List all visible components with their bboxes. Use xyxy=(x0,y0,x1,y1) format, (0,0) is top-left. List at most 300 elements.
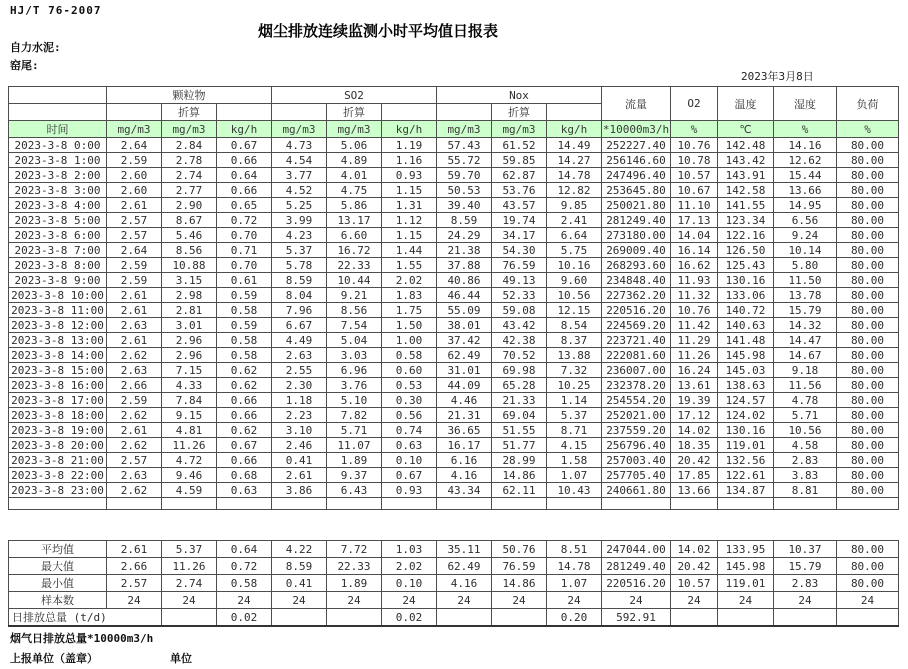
value-cell: 3.15 xyxy=(162,273,217,288)
value-cell: 4.81 xyxy=(162,423,217,438)
page-title: 烟尘排放连续监测小时平均值日报表 xyxy=(257,22,498,40)
table-row xyxy=(9,243,899,258)
value-cell: 0.93 xyxy=(382,483,437,498)
table-row xyxy=(9,423,899,438)
value-cell: 2.63 xyxy=(107,468,162,483)
flue-gas-total-label: 烟气日排放总量*10000m3/h xyxy=(10,632,154,645)
value-cell: 80.00 xyxy=(837,558,899,575)
empty-cell xyxy=(217,498,272,510)
value-cell: 6.60 xyxy=(327,228,382,243)
value-cell: 55.09 xyxy=(437,303,492,318)
value-cell: 0.61 xyxy=(217,273,272,288)
value-cell: 11.50 xyxy=(774,273,837,288)
value-cell: 44.09 xyxy=(437,378,492,393)
value-cell: 80.00 xyxy=(837,273,899,288)
value-cell: 37.42 xyxy=(437,333,492,348)
value-cell: 2.57 xyxy=(107,213,162,228)
value-cell: 4.16 xyxy=(437,575,492,592)
value-cell: 119.01 xyxy=(718,438,774,453)
value-cell: 12.82 xyxy=(547,183,602,198)
value-cell: 0.59 xyxy=(217,318,272,333)
value-cell: 10.16 xyxy=(547,258,602,273)
table-row xyxy=(9,408,899,423)
table-row xyxy=(9,168,899,183)
value-cell: 9.46 xyxy=(162,468,217,483)
time-cell: 2023-3-8 22:00 xyxy=(9,468,107,483)
value-cell: 24 xyxy=(217,592,272,609)
value-cell: 4.58 xyxy=(774,438,837,453)
value-cell: 2.61 xyxy=(107,333,162,348)
value-cell: 10.56 xyxy=(547,288,602,303)
value-cell: 247044.00 xyxy=(602,541,671,558)
value-cell: 281249.40 xyxy=(602,558,671,575)
value-cell: 24 xyxy=(327,592,382,609)
value-cell: 1.55 xyxy=(382,258,437,273)
value-cell: 133.06 xyxy=(718,288,774,303)
value-cell: 130.16 xyxy=(718,423,774,438)
value-cell: 126.50 xyxy=(718,243,774,258)
value-cell: 62.87 xyxy=(492,168,547,183)
value-cell: 80.00 xyxy=(837,318,899,333)
value-cell: 1.07 xyxy=(547,468,602,483)
main-table xyxy=(8,86,899,510)
value-cell: 2.96 xyxy=(162,333,217,348)
value-cell: 3.83 xyxy=(774,468,837,483)
summary-row xyxy=(9,558,899,575)
empty-cell xyxy=(547,498,602,510)
value-cell: 145.98 xyxy=(718,558,774,575)
table-row xyxy=(9,213,899,228)
value-cell: 7.72 xyxy=(327,541,382,558)
value-cell: 1.18 xyxy=(272,393,327,408)
value-cell: 59.70 xyxy=(437,168,492,183)
value-cell: 43.34 xyxy=(437,483,492,498)
value-cell: 20.42 xyxy=(671,558,718,575)
table-row xyxy=(9,393,899,408)
value-cell: 2.61 xyxy=(107,303,162,318)
value-cell: 21.38 xyxy=(437,243,492,258)
value-cell: 2.84 xyxy=(162,138,217,153)
value-cell: 0.72 xyxy=(217,558,272,575)
value-cell: 80.00 xyxy=(837,288,899,303)
flow-header: 流量 xyxy=(602,87,671,121)
unit-cell: mg/m3 xyxy=(272,121,327,138)
value-cell: 0.58 xyxy=(217,575,272,592)
value-cell: 10.78 xyxy=(671,153,718,168)
o2-header: O2 xyxy=(671,87,718,121)
value-cell: 24 xyxy=(272,592,327,609)
value-cell: 222081.60 xyxy=(602,348,671,363)
summary-row xyxy=(9,541,899,558)
value-cell: 42.38 xyxy=(492,333,547,348)
value-cell: 2.90 xyxy=(162,198,217,213)
time-cell: 2023-3-8 20:00 xyxy=(9,438,107,453)
value-cell: 240661.80 xyxy=(602,483,671,498)
value-cell: 5.86 xyxy=(327,198,382,213)
value-cell: 268293.60 xyxy=(602,258,671,273)
value-cell: 0.58 xyxy=(217,348,272,363)
value-cell: 2.63 xyxy=(107,363,162,378)
value-cell: 80.00 xyxy=(837,575,899,592)
value-cell: 17.12 xyxy=(671,408,718,423)
value-cell: 10.76 xyxy=(671,303,718,318)
value-cell: 3.01 xyxy=(162,318,217,333)
value-cell: 3.76 xyxy=(327,378,382,393)
value-cell: 2.41 xyxy=(547,213,602,228)
value-cell: 38.01 xyxy=(437,318,492,333)
value-cell: 46.44 xyxy=(437,288,492,303)
value-cell: 10.57 xyxy=(671,575,718,592)
value-cell: 14.04 xyxy=(671,228,718,243)
time-cell: 2023-3-8 7:00 xyxy=(9,243,107,258)
value-cell: 14.78 xyxy=(547,558,602,575)
value-cell: 80.00 xyxy=(837,363,899,378)
table-row xyxy=(9,198,899,213)
value-cell: 15.79 xyxy=(774,558,837,575)
value-cell: 1.12 xyxy=(382,213,437,228)
value-cell: 2.59 xyxy=(107,393,162,408)
value-cell: 80.00 xyxy=(837,483,899,498)
value-cell: 1.15 xyxy=(382,183,437,198)
value-cell: 1.14 xyxy=(547,393,602,408)
value-cell: 5.06 xyxy=(327,138,382,153)
value-cell: 9.24 xyxy=(774,228,837,243)
value-cell: 14.32 xyxy=(774,318,837,333)
value-cell: 122.16 xyxy=(718,228,774,243)
value-cell: 2.61 xyxy=(107,541,162,558)
value-cell: 0.70 xyxy=(217,258,272,273)
value-cell: 2.78 xyxy=(162,153,217,168)
empty-cell xyxy=(9,104,107,121)
value-cell: 11.07 xyxy=(327,438,382,453)
value-cell: 10.88 xyxy=(162,258,217,273)
value-cell: 234848.40 xyxy=(602,273,671,288)
value-cell: 9.60 xyxy=(547,273,602,288)
value-cell: 7.84 xyxy=(162,393,217,408)
main-table-body xyxy=(9,138,899,510)
empty-cell xyxy=(162,498,217,510)
value-cell: 17.13 xyxy=(671,213,718,228)
daily-total-cell: 0.20 xyxy=(547,609,602,627)
table-row xyxy=(9,273,899,288)
value-cell: 132.56 xyxy=(718,453,774,468)
unit-cell: mg/m3 xyxy=(107,121,162,138)
value-cell: 40.86 xyxy=(437,273,492,288)
value-cell: 2.60 xyxy=(107,168,162,183)
value-cell: 14.27 xyxy=(547,153,602,168)
value-cell: 141.48 xyxy=(718,333,774,348)
value-cell: 6.96 xyxy=(327,363,382,378)
value-cell: 0.65 xyxy=(217,198,272,213)
value-cell: 6.67 xyxy=(272,318,327,333)
value-cell: 0.62 xyxy=(217,423,272,438)
value-cell: 5.25 xyxy=(272,198,327,213)
value-cell: 124.57 xyxy=(718,393,774,408)
value-cell: 7.54 xyxy=(327,318,382,333)
table-row xyxy=(9,378,899,393)
value-cell: 21.31 xyxy=(437,408,492,423)
value-cell: 4.22 xyxy=(272,541,327,558)
empty-cell xyxy=(837,498,899,510)
value-cell: 28.99 xyxy=(492,453,547,468)
value-cell: 80.00 xyxy=(837,228,899,243)
daily-total-cell xyxy=(437,609,492,627)
table-row xyxy=(9,183,899,198)
value-cell: 16.62 xyxy=(671,258,718,273)
unit-cell: % xyxy=(774,121,837,138)
value-cell: 133.95 xyxy=(718,541,774,558)
value-cell: 1.89 xyxy=(327,453,382,468)
table-row xyxy=(9,318,899,333)
value-cell: 130.16 xyxy=(718,273,774,288)
value-cell: 6.16 xyxy=(437,453,492,468)
value-cell: 8.51 xyxy=(547,541,602,558)
value-cell: 11.26 xyxy=(162,558,217,575)
value-cell: 142.48 xyxy=(718,138,774,153)
time-cell: 2023-3-8 3:00 xyxy=(9,183,107,198)
value-cell: 134.87 xyxy=(718,483,774,498)
value-cell: 4.46 xyxy=(437,393,492,408)
value-cell: 0.67 xyxy=(217,438,272,453)
value-cell: 24.29 xyxy=(437,228,492,243)
value-cell: 0.66 xyxy=(217,393,272,408)
value-cell: 2.62 xyxy=(107,438,162,453)
value-cell: 14.49 xyxy=(547,138,602,153)
value-cell: 16.14 xyxy=(671,243,718,258)
value-cell: 1.00 xyxy=(382,333,437,348)
value-cell: 1.75 xyxy=(382,303,437,318)
empty-cell xyxy=(437,498,492,510)
value-cell: 1.31 xyxy=(382,198,437,213)
value-cell: 0.30 xyxy=(382,393,437,408)
value-cell: 8.04 xyxy=(272,288,327,303)
value-cell: 2.23 xyxy=(272,408,327,423)
value-cell: 49.13 xyxy=(492,273,547,288)
value-cell: 61.52 xyxy=(492,138,547,153)
value-cell: 24 xyxy=(774,592,837,609)
value-cell: 11.10 xyxy=(671,198,718,213)
value-cell: 2.30 xyxy=(272,378,327,393)
value-cell: 13.78 xyxy=(774,288,837,303)
value-cell: 2.61 xyxy=(272,468,327,483)
value-cell: 4.78 xyxy=(774,393,837,408)
value-cell: 59.08 xyxy=(492,303,547,318)
empty-cell xyxy=(107,104,162,121)
value-cell: 5.71 xyxy=(774,408,837,423)
value-cell: 0.66 xyxy=(217,153,272,168)
unit-cell: kg/h xyxy=(217,121,272,138)
value-cell: 1.07 xyxy=(547,575,602,592)
unit-label: 单位 xyxy=(170,652,192,665)
value-cell: 13.88 xyxy=(547,348,602,363)
time-cell: 2023-3-8 9:00 xyxy=(9,273,107,288)
value-cell: 80.00 xyxy=(837,378,899,393)
value-cell: 80.00 xyxy=(837,168,899,183)
value-cell: 2.66 xyxy=(107,558,162,575)
value-cell: 0.67 xyxy=(217,138,272,153)
location-label: 窑尾: xyxy=(10,59,39,72)
value-cell: 6.56 xyxy=(774,213,837,228)
value-cell: 9.37 xyxy=(327,468,382,483)
value-cell: 254554.20 xyxy=(602,393,671,408)
value-cell: 2.63 xyxy=(272,348,327,363)
value-cell: 0.63 xyxy=(382,438,437,453)
value-cell: 0.58 xyxy=(382,348,437,363)
value-cell: 6.64 xyxy=(547,228,602,243)
value-cell: 1.58 xyxy=(547,453,602,468)
table-row xyxy=(9,153,899,168)
value-cell: 8.54 xyxy=(547,318,602,333)
value-cell: 223721.40 xyxy=(602,333,671,348)
value-cell: 4.16 xyxy=(437,468,492,483)
value-cell: 57.43 xyxy=(437,138,492,153)
value-cell: 24 xyxy=(718,592,774,609)
value-cell: 35.11 xyxy=(437,541,492,558)
company-label: 自力水泥: xyxy=(10,41,61,54)
value-cell: 51.55 xyxy=(492,423,547,438)
value-cell: 250021.80 xyxy=(602,198,671,213)
value-cell: 4.49 xyxy=(272,333,327,348)
unit-cell: mg/m3 xyxy=(492,121,547,138)
value-cell: 10.43 xyxy=(547,483,602,498)
value-cell: 16.17 xyxy=(437,438,492,453)
value-cell: 3.03 xyxy=(327,348,382,363)
table-row xyxy=(9,258,899,273)
pm-group-header: 颗粒物 xyxy=(107,87,272,104)
main-table-head xyxy=(9,87,899,138)
value-cell: 69.98 xyxy=(492,363,547,378)
value-cell: 4.01 xyxy=(327,168,382,183)
time-cell: 2023-3-8 6:00 xyxy=(9,228,107,243)
value-cell: 2.59 xyxy=(107,273,162,288)
value-cell: 4.15 xyxy=(547,438,602,453)
daily-total-cell: 0.02 xyxy=(217,609,272,627)
value-cell: 14.86 xyxy=(492,468,547,483)
time-cell: 2023-3-8 19:00 xyxy=(9,423,107,438)
summary-label-cell: 最小值 xyxy=(9,575,107,592)
value-cell: 2.55 xyxy=(272,363,327,378)
value-cell: 256146.60 xyxy=(602,153,671,168)
value-cell: 6.43 xyxy=(327,483,382,498)
value-cell: 122.61 xyxy=(718,468,774,483)
value-cell: 80.00 xyxy=(837,198,899,213)
value-cell: 2.66 xyxy=(107,378,162,393)
value-cell: 14.47 xyxy=(774,333,837,348)
value-cell: 2.62 xyxy=(107,483,162,498)
table-row xyxy=(9,228,899,243)
value-cell: 4.89 xyxy=(327,153,382,168)
value-cell: 7.15 xyxy=(162,363,217,378)
value-cell: 51.77 xyxy=(492,438,547,453)
value-cell: 14.16 xyxy=(774,138,837,153)
value-cell: 4.23 xyxy=(272,228,327,243)
value-cell: 80.00 xyxy=(837,348,899,363)
value-cell: 14.67 xyxy=(774,348,837,363)
time-cell: 2023-3-8 4:00 xyxy=(9,198,107,213)
value-cell: 31.01 xyxy=(437,363,492,378)
value-cell: 269009.40 xyxy=(602,243,671,258)
table-row xyxy=(9,348,899,363)
value-cell: 5.46 xyxy=(162,228,217,243)
corner-cell xyxy=(9,87,107,104)
value-cell: 12.62 xyxy=(774,153,837,168)
value-cell: 0.56 xyxy=(382,408,437,423)
unit-cell: mg/m3 xyxy=(162,121,217,138)
value-cell: 80.00 xyxy=(837,408,899,423)
value-cell: 34.17 xyxy=(492,228,547,243)
value-cell: 5.10 xyxy=(327,393,382,408)
value-cell: 62.49 xyxy=(437,348,492,363)
daily-total-cell xyxy=(492,609,547,627)
value-cell: 13.66 xyxy=(774,183,837,198)
group-header-row xyxy=(9,87,899,104)
value-cell: 123.34 xyxy=(718,213,774,228)
empty-cell xyxy=(492,498,547,510)
value-cell: 53.76 xyxy=(492,183,547,198)
value-cell: 11.93 xyxy=(671,273,718,288)
value-cell: 138.63 xyxy=(718,378,774,393)
value-cell: 8.59 xyxy=(272,558,327,575)
value-cell: 13.61 xyxy=(671,378,718,393)
empty-cell xyxy=(272,104,327,121)
value-cell: 13.66 xyxy=(671,483,718,498)
value-cell: 5.75 xyxy=(547,243,602,258)
time-cell: 2023-3-8 11:00 xyxy=(9,303,107,318)
summary-label-cell: 最大值 xyxy=(9,558,107,575)
value-cell: 15.79 xyxy=(774,303,837,318)
value-cell: 140.72 xyxy=(718,303,774,318)
value-cell: 80.00 xyxy=(837,243,899,258)
value-cell: 0.71 xyxy=(217,243,272,258)
time-cell: 2023-3-8 5:00 xyxy=(9,213,107,228)
value-cell: 0.58 xyxy=(217,333,272,348)
value-cell: 21.33 xyxy=(492,393,547,408)
unit-cell: kg/h xyxy=(382,121,437,138)
value-cell: 39.40 xyxy=(437,198,492,213)
empty-cell xyxy=(602,498,671,510)
units-header-row xyxy=(9,121,899,138)
value-cell: 10.25 xyxy=(547,378,602,393)
value-cell: 10.76 xyxy=(671,138,718,153)
summary-label-cell: 平均值 xyxy=(9,541,107,558)
value-cell: 0.41 xyxy=(272,575,327,592)
value-cell: 14.02 xyxy=(671,423,718,438)
unit-cell: mg/m3 xyxy=(327,121,382,138)
value-cell: 24 xyxy=(162,592,217,609)
value-cell: 70.52 xyxy=(492,348,547,363)
value-cell: 145.03 xyxy=(718,363,774,378)
value-cell: 7.96 xyxy=(272,303,327,318)
summary-row xyxy=(9,592,899,609)
value-cell: 4.59 xyxy=(162,483,217,498)
empty-cell xyxy=(671,498,718,510)
value-cell: 0.66 xyxy=(217,453,272,468)
value-cell: 8.56 xyxy=(162,243,217,258)
value-cell: 2.74 xyxy=(162,575,217,592)
value-cell: 5.71 xyxy=(327,423,382,438)
value-cell: 1.89 xyxy=(327,575,382,592)
value-cell: 4.33 xyxy=(162,378,217,393)
value-cell: 2.83 xyxy=(774,575,837,592)
value-cell: 3.99 xyxy=(272,213,327,228)
value-cell: 0.60 xyxy=(382,363,437,378)
table-row xyxy=(9,468,899,483)
value-cell: 2.61 xyxy=(107,423,162,438)
value-cell: 22.33 xyxy=(327,258,382,273)
value-cell: 80.00 xyxy=(837,438,899,453)
value-cell: 8.67 xyxy=(162,213,217,228)
value-cell: 227362.20 xyxy=(602,288,671,303)
